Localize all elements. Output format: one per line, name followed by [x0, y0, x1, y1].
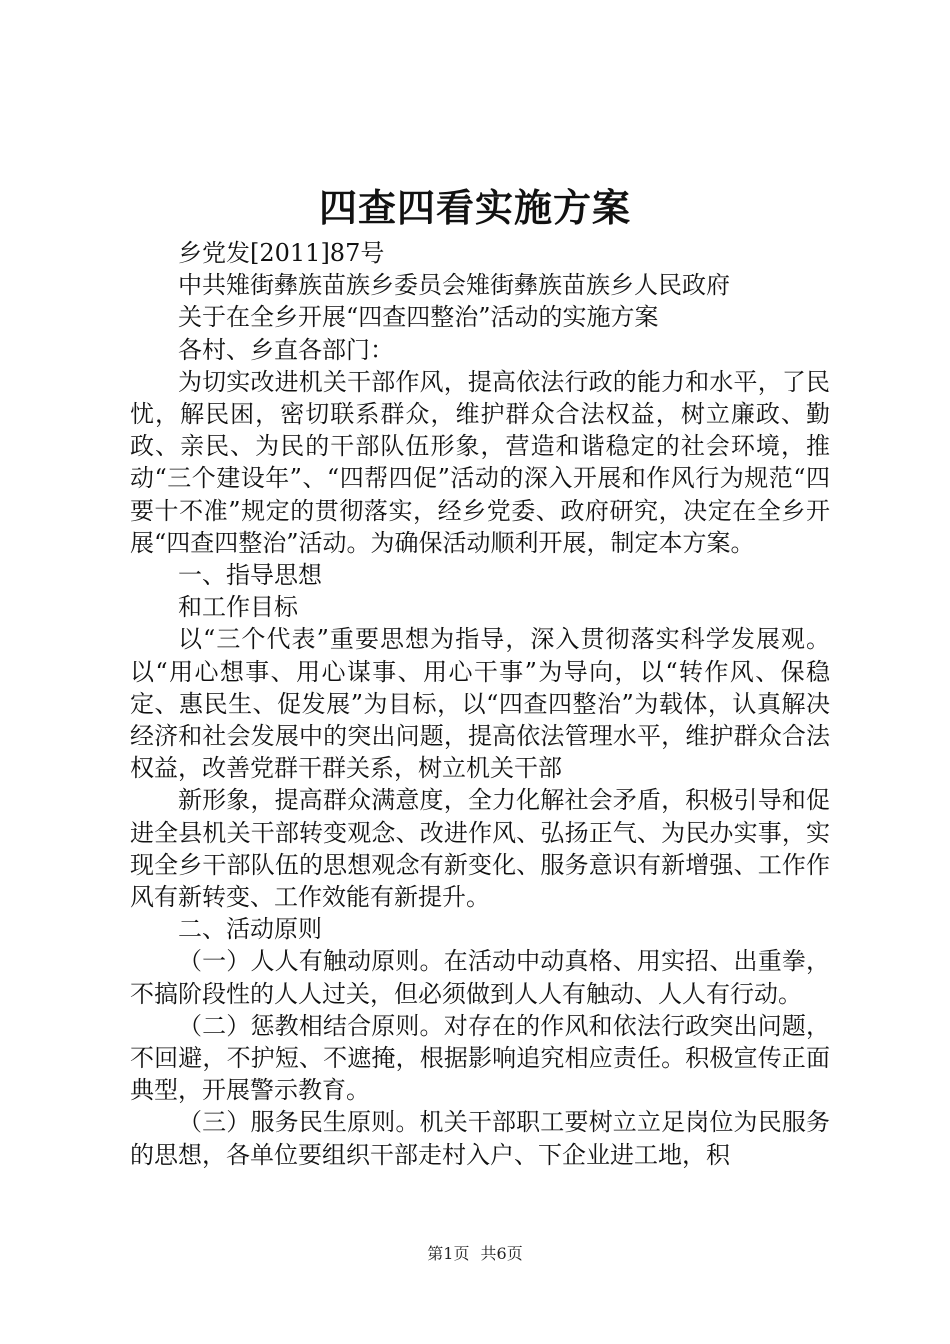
paragraph: 以“三个代表”重要思想为指导，深入贯彻落实科学发展观。以“用心想事、用心谋事、用心干事”为导向，以“转作风、保稳定、惠民生、促发展”为目标，以“四查四整治”为载体，认真解决经济和社会发展中的突出问题，提高依法管理水平，维护群众合法权益，改善党群干群关系，树立机关干部 [130, 625, 830, 783]
document-body [130, 237, 830, 1171]
section-heading: 二、活动原则 [178, 915, 322, 944]
document-number: 乡党发[2011]87号 [178, 239, 385, 267]
paragraph: 新形象，提高群众满意度，全力化解社会矛盾，积极引导和促进全县机关干部转变观念、改进作风、弘扬正气、为民办实事，实现全乡干部队伍的思想观念有新变化、服务意识有新增强、工作作风有新转变、工作效能有新提升。 [130, 786, 830, 912]
paragraph: （三）服务民生原则。机关干部职工要树立立足岗位为民服务的思想，各单位要组织干部走村入户、下企业进工地，积 [130, 1108, 830, 1169]
section-heading: 和工作目标 [178, 593, 298, 622]
salutation: 各村、乡直各部门： [178, 335, 394, 364]
issuing-authority: 中共雉街彝族苗族乡委员会雉街彝族苗族乡人民政府 [178, 271, 730, 300]
page-total: 共6页 [480, 1244, 523, 1263]
page-footer [0, 1243, 950, 1265]
page-number: 第1页 [427, 1244, 470, 1263]
section-heading: 一、指导思想 [178, 561, 322, 590]
paragraph: （一）人人有触动原则。在活动中动真格、用实招、出重拳，不搞阶段性的人人过关，但必须做到人人有触动、人人有行动。 [130, 947, 830, 1008]
document-subtitle: 关于在全乡开展“四查四整治”活动的实施方案 [178, 303, 659, 332]
paragraph: （二）惩教相结合原则。对存在的作风和依法行政突出问题，不回避，不护短、不遮掩，根据影响追究相应责任。积极宣传正面典型，开展警示教育。 [130, 1011, 830, 1105]
paragraph: 为切实改进机关干部作风，提高依法行政的能力和水平，了民忧，解民困，密切联系群众，维护群众合法权益，树立廉政、勤政、亲民、为民的干部队伍形象，营造和谐稳定的社会环境，推动“三个建设年”、“四帮四促”活动的深入开展和作风行为规范“四要十不准”规定的贯彻落实，经乡党委、政府研究，决定在全乡开展“四查四整治”活动。为确保活动顺利开展，制定本方案。 [130, 367, 830, 557]
document-title: 四查四看实施方案 [318, 185, 631, 230]
